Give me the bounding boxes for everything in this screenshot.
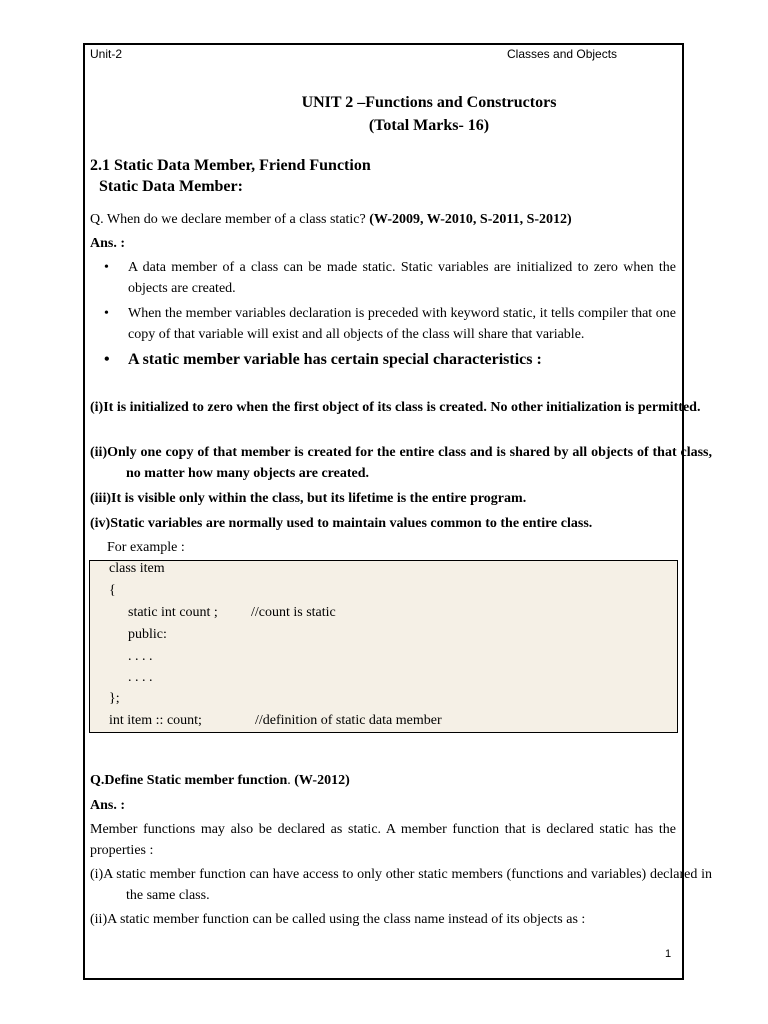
code-comment: //count is static [251,605,336,620]
code-line: . . . . [128,649,153,664]
bullet-list [90,257,676,375]
code-line: }; [109,691,120,706]
page-subtitle: (Total Marks- 16) [368,117,490,134]
code-example [89,560,678,733]
code-line: . . . . [128,670,153,685]
page-number: 1 [665,948,672,960]
section-heading: 2.1 Static Data Member, Friend Function [90,157,371,174]
question-1-text: Q. When do we declare member of a class static? [90,212,366,227]
example-label: For example : [107,540,185,555]
answer-2-label: Ans. : [90,798,126,813]
code-line: static int count ; [128,605,218,620]
header-unit: Unit-2 [90,47,123,61]
characteristic-3: (iii)It is visible only within the class, but its lifetime is the entire program. [90,491,527,506]
answer-1-label: Ans. : [90,236,126,251]
code-line: class item [109,561,165,576]
section-subheading: Static Data Member: [99,178,243,195]
question-2-dot: . [287,773,291,788]
question-2 [90,770,676,791]
question-2-refs: (W-2012) [294,773,350,788]
list-item: • A data member of a class can be made static. Static variables are initialized to zero when the objects are created. [90,257,676,299]
characteristic-1: (i)It is initialized to zero when the first object of its class is created. No other initialization is permitted. [90,400,701,415]
property-2: (ii)A static member function can be called using the class name instead of its objects as : [90,912,586,927]
question-1 [90,209,676,230]
code-line: public: [128,627,167,642]
code-comment: //definition of static data member [255,713,442,728]
characteristic-4: (iv)Static variables are normally used to maintain values common to the entire class. [90,516,593,531]
property-1: (i)A static member function can have access to only other static members (functions and variables) declared in the same class. [90,867,712,903]
page-title: UNIT 2 –Functions and Constructors [301,94,557,111]
code-line: { [109,583,116,598]
question-2-text: Q.Define Static member function [90,773,288,788]
header-topic: Classes and Objects [507,47,618,61]
list-item: • A static member variable has certain special characteristics : [90,349,676,371]
list-item: • When the member variables declaration is preceded with keyword static, it tells compiler that one copy of that variable will exist and all objects of the class will share that variable. [90,303,676,345]
answer-2-text: Member functions may also be declared as static. A member function that is declared static has the properties : [90,822,676,858]
characteristic-2: (ii)Only one copy of that member is created for the entire class and is shared by all objects of that class, no matter how many objects are created. [90,445,712,481]
question-1-refs: (W-2009, W-2010, S-2011, S-2012) [369,212,572,227]
code-line: int item :: count; [109,713,202,728]
